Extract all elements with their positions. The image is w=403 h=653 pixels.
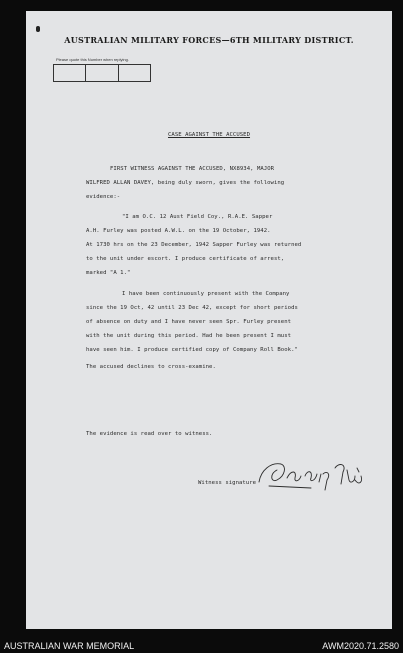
quote-box (119, 65, 150, 81)
evidence-line: I have been continuously present with the Company (122, 291, 290, 297)
read-over-line: The evidence is read over to witness. (86, 431, 213, 437)
witness-label: Witness signature (198, 480, 257, 486)
quote-number-boxes (53, 64, 151, 82)
evidence-line: of absence on duty and I have never seen Spr. Furley present (86, 319, 292, 325)
document-page (26, 11, 392, 629)
evidence-line: to the unit under escort. I produce certificate of arrest, (86, 256, 285, 262)
section-heading: CASE AGAINST THE ACCUSED (167, 132, 251, 138)
evidence-line: At 1730 hrs on the 23 December, 1942 Sapper Furley was returned (86, 242, 302, 248)
evidence-line: since the 19 Oct, 42 until 23 Dec 42, except for short periods (86, 305, 298, 311)
quote-number-note: Please quote this Number when replying. (56, 57, 129, 62)
evidence-line: A.H. Furley was posted A.W.L. on the 19 October, 1942. (86, 228, 271, 234)
cross-examine-line: The accused declines to cross-examine. (86, 364, 216, 370)
handwritten-signature (251, 456, 371, 492)
evidence-line: with the unit during this period. Had he been present I must (86, 333, 292, 339)
evidence-line: FIRST WITNESS AGAINST THE ACCUSED, NX8934, MAJOR (110, 166, 275, 172)
evidence-line: WILFRED ALLAN DAVEY, being duly sworn, gives the following (86, 180, 285, 186)
evidence-line: "I am O.C. 12 Aust Field Coy., R.A.E. Sapper (122, 214, 273, 220)
accession-number: AWM2020.71.2580 (322, 641, 399, 651)
evidence-line: have seen him. I produce certified copy of Company Roll Book." (86, 347, 298, 353)
quote-box (86, 65, 118, 81)
quote-box (54, 65, 86, 81)
letterhead: AUSTRALIAN MILITARY FORCES—6TH MILITARY DISTRICT. (64, 35, 354, 45)
evidence-line: marked "A 1." (86, 270, 131, 276)
evidence-line: evidence:- (86, 194, 121, 200)
credit-label: AUSTRALIAN WAR MEMORIAL (4, 641, 135, 651)
punch-hole (36, 26, 40, 32)
